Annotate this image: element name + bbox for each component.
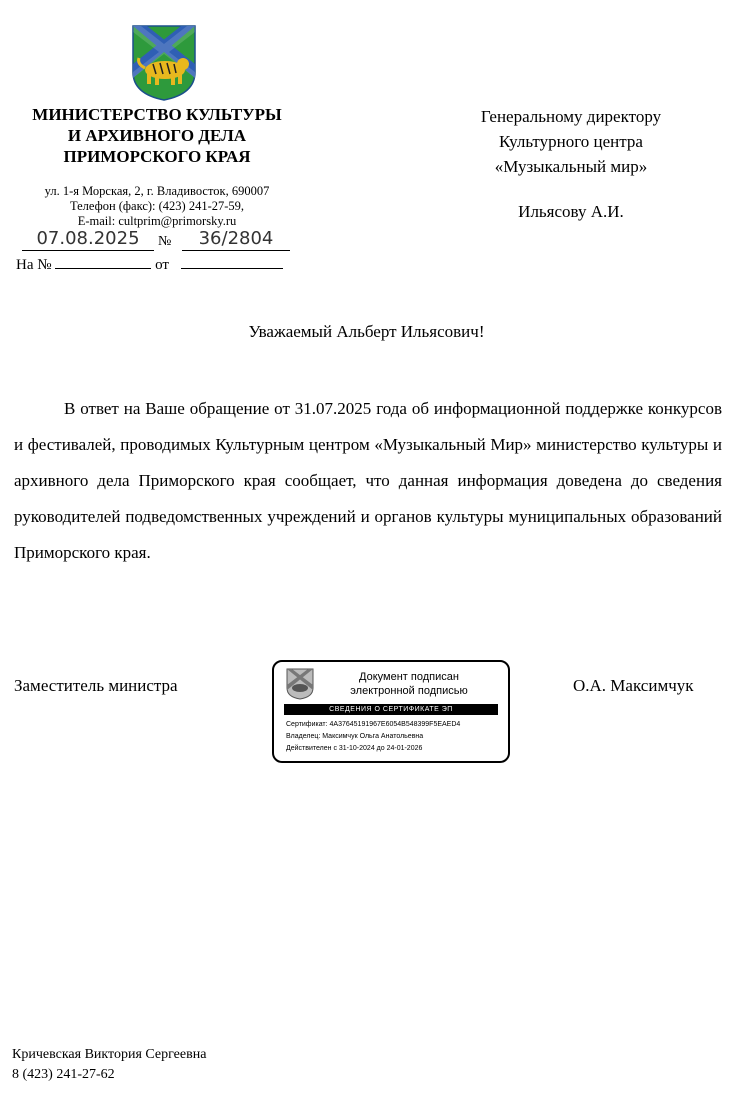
stamp-title-line-2: электронной подписью bbox=[350, 685, 468, 697]
org-line-3: ПРИМОРСКОГО КРАЯ bbox=[63, 147, 251, 166]
greeting: Уважаемый Альберт Ильясович! bbox=[248, 322, 485, 341]
number-sign: № bbox=[158, 234, 172, 249]
stamp-validity: Действителен с 31-10-2024 до 24-01-2026 bbox=[286, 745, 423, 752]
body-paragraph: В ответ на Ваше обращение от 31.07.2025 года об информационной поддержке конкурсов и фестивалей, проводимых Культурным центром «Музыкальный Мир» министерство культуры и архивного дела Приморского края сообщает, что данная информация доведена до сведения руководителей подведомственных учреждений и органов культуры муниципальных образований Приморского края. bbox=[14, 399, 722, 562]
recipient-line-1: Генеральному директору bbox=[480, 107, 662, 126]
org-line-2: И АРХИВНОГО ДЕЛА bbox=[67, 126, 247, 145]
recipient-line-3: «Музыкальный мир» bbox=[494, 157, 648, 176]
registration-date: 07.08.2025 bbox=[22, 228, 154, 251]
reply-from-label: от bbox=[155, 257, 169, 273]
stamp-title-line-1: Документ подписан bbox=[359, 671, 459, 683]
reply-date-blank bbox=[181, 256, 283, 269]
stamp-owner: Владелец: Максимчук Ольга Анатольевна bbox=[286, 733, 424, 740]
sender-email: E-mail: cultprim@primorsky.ru bbox=[77, 214, 237, 228]
coat-of-arms-emblem bbox=[131, 24, 197, 102]
sender-address: ул. 1-я Морская, 2, г. Владивосток, 690007 bbox=[44, 184, 270, 198]
signer-position: Заместитель министра bbox=[14, 676, 178, 695]
stamp-title bbox=[314, 670, 504, 698]
executor-phone: 8 (423) 241-27-62 bbox=[12, 1067, 115, 1082]
electronic-signature-stamp bbox=[272, 660, 510, 763]
executor-block bbox=[12, 1045, 206, 1085]
registration-line bbox=[22, 228, 292, 252]
sender-organization bbox=[14, 104, 300, 167]
sender-phone: Телефон (факс): (423) 241-27-59, bbox=[69, 199, 245, 213]
recipient-name: Ильясову А.И. bbox=[518, 202, 624, 221]
signer-name: О.А. Максимчук bbox=[573, 676, 694, 695]
recipient-line-2: Культурного центра bbox=[499, 132, 643, 151]
reply-reference-line bbox=[16, 256, 283, 274]
sender-contacts bbox=[14, 184, 300, 229]
recipient-block bbox=[430, 104, 712, 224]
reply-number-blank bbox=[55, 256, 151, 269]
org-line-1: МИНИСТЕРСТВО КУЛЬТУРЫ bbox=[32, 105, 282, 124]
reply-prefix: На № bbox=[16, 257, 52, 273]
stamp-certificate-info bbox=[286, 719, 460, 755]
stamp-certificate-header: СВЕДЕНИЯ О СЕРТИФИКАТЕ ЭП bbox=[284, 704, 498, 715]
registration-number: 36/2804 bbox=[182, 228, 290, 251]
stamp-emblem-icon bbox=[286, 668, 314, 700]
stamp-certificate-number: Сертификат: 4A37645191967E6054B548399F5EAED4 bbox=[286, 721, 461, 728]
executor-name: Кричевская Виктория Сергеевна bbox=[12, 1047, 207, 1062]
letter-body bbox=[14, 391, 722, 571]
